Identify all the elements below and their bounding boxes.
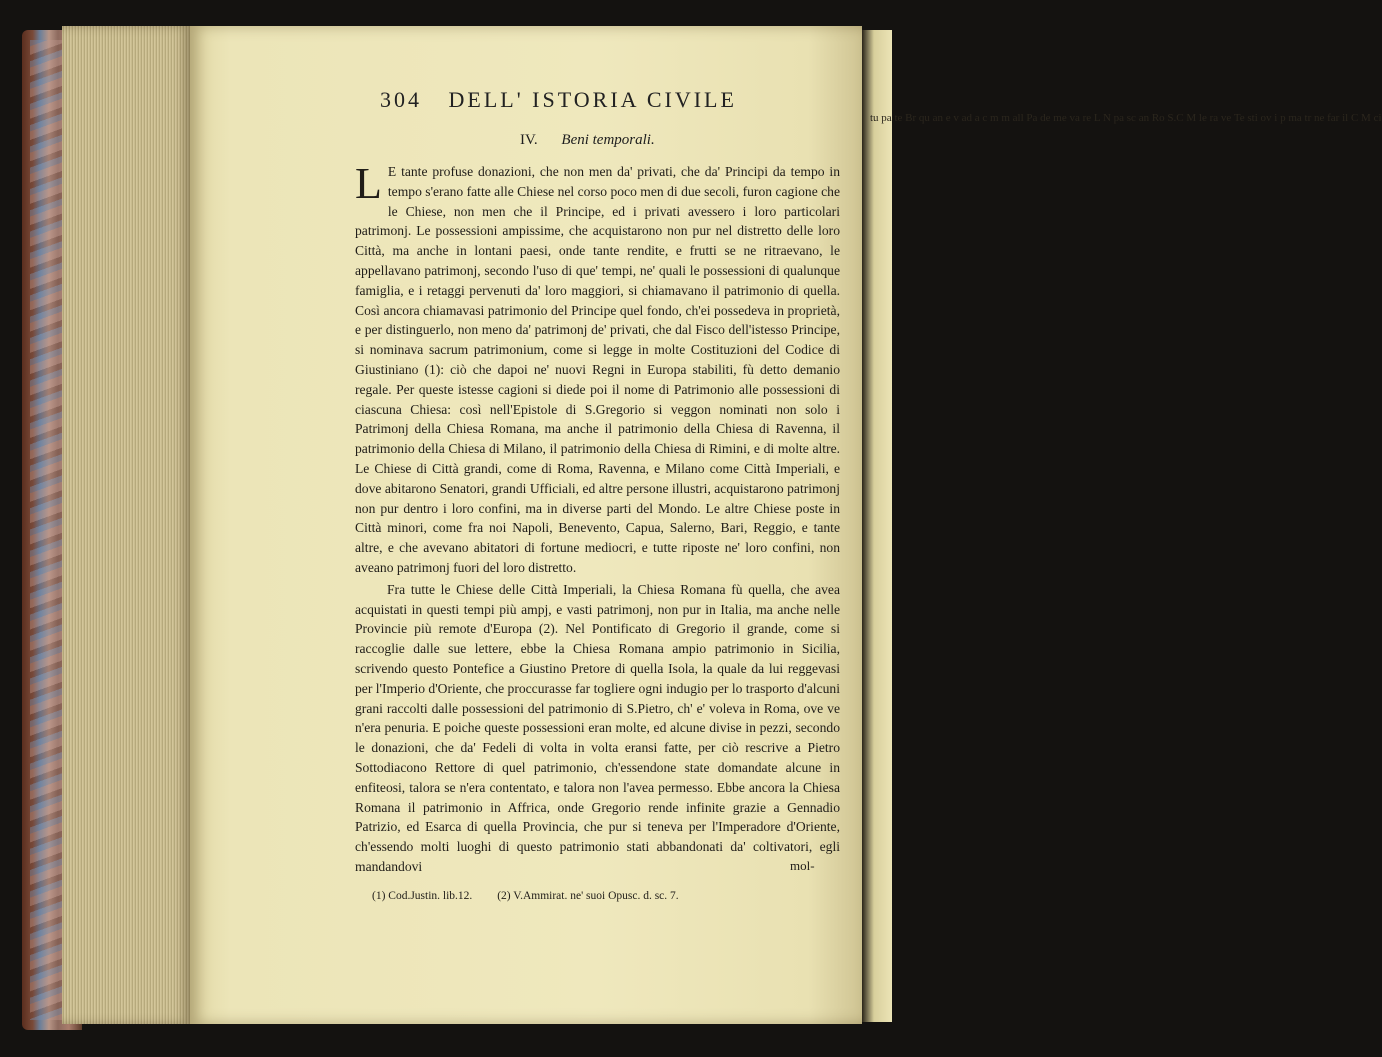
body-text [355, 159, 840, 877]
section-numeral: IV. [520, 132, 538, 148]
catchword: mol- [790, 858, 815, 873]
paragraph-1-text: E tante profuse donazioni, che non men da' privati, che da' Principi da tempo in tempo s'erano fatte alle Chiese nel corso poco men di due secoli, furon cagione che le Chiese, non men che il Principe, ed i privati avessero i loro particolari patrimonj. Le possessioni ampissime, che acquistarono non pur nel distretto delle loro Città, ma anche in lontani paesi, onde tante rendite, e frutti se ne ritraevano, le appellavano patrimonj, secondo l'uso di que' tempi, ne' quali le possessioni di qualunque famiglia, e i retaggi pervenuti da' loro maggiori, si chiamavano il patrimonio di quella. Così ancora chiamavasi patrimonio del Principe quel fondo, ch'ei possedeva in proprietà, e per distinguerlo, non meno da' patrimonj de' privati, che dal Fisco dell'istesso Principe, si nominava sacrum patrimonium, come si legge in molte Costituzioni del Codice di Giustiniano (1): ciò che dapoi ne' nuovi Regni in Europa stabiliti, fù detto demanio regale. Per queste istesse cagioni si diede poi il nome di Patrimonio alle possessioni di ciascuna Chiesa: così nell'Epistole di S.Gregorio si veggon nominati non solo i Patrimonj della Chiesa Romana, ma anche il patrimonio della Chiesa di Ravenna, il patrimonio della Chiesa di Milano, il patrimonio della Chiesa di Rimini, e di molte altre. Le Chiese di Città grandi, come di Roma, Ravenna, e Milano come Città Imperiali, e dove abitarono Senatori, grandi Ufficiali, ed altre persone illustri, acquistarono patrimonj non pur dentro i loro confini, ma in diverse parti del Mondo. Le altre Chiese poste in Città minori, come fra noi Napoli, Benevento, Capua, Salerno, Bari, Reggio, e tante altre, e che avevano abitatori di fortune mediocri, e tutte riposte ne' loro confini, non aveano patrimonj fuori del loro distretto. [355, 164, 840, 575]
section-heading [520, 132, 655, 149]
page-block-edge [62, 26, 190, 1024]
footnotes [372, 890, 701, 902]
section-title: Beni temporali. [561, 132, 655, 148]
running-head [380, 87, 760, 113]
running-head-title: DELL' ISTORIA CIVILE [448, 87, 737, 112]
paragraph-2: Fra tutte le Chiese delle Città Imperiali, la Chiesa Romana fù quella, che avea acquistati in questi tempi più ampj, e vasti patrimonj, non pur in Italia, ma anche nelle Provincie più remote d'Europa (2). Nel Pontificato di Gregorio il grande, come si raccoglie dalle sue lettere, ebbe la Chiesa Romana ampio patrimonio in Sicilia, scrivendo questo Pontefice a Giustino Pretore di quella Isola, la quale da lui reggevasi per l'Imperio d'Oriente, che proccurasse far togliere ogni indugio per lo trasporto d'alcuni grani raccolti dalle possessioni del patrimonio di S.Pietro, ch' e' voleva in Roma, ove ve n'era penuria. E poiche queste possessioni eran molte, ed alcune divise in pezzi, secondo le donazioni, che da' Fedeli di volta in volta eransi fatte, per ciò rescrive a Pietro Sottodiacono Rettore di quel patrimonio, ch'essendone state domandate alcune in enfiteosi, talora se n'era contentato, e talora non l'avea permesso. Ebbe ancora la Chiesa Romana il patrimonio in Affrica, onde Gregorio rende infinite grazie a Gennadio Patrizio, ed Esarca di quella Provincia, che pur si teneva per l'Imperadore d'Oriente, ch'essendo molti luoghi di questo patrimonio stati abbandonati da' coltivatori, egli mandandovi [355, 581, 840, 874]
paragraph-1 [355, 159, 840, 578]
footnote-2: (2) V.Ammirat. ne' suoi Opusc. d. sc. 7. [497, 890, 679, 902]
footnote-1: (1) Cod.Justin. lib.12. [372, 890, 473, 902]
drop-cap: L [355, 159, 382, 208]
facing-page-text: tu pa te Br qu an e v ad a c m m all Pa de me va re L N pa sc an Ro S.C M le ra ve Te sti ov i p ma tr ne far il C M ci [870, 112, 1382, 124]
page-number: 304 [380, 87, 422, 112]
